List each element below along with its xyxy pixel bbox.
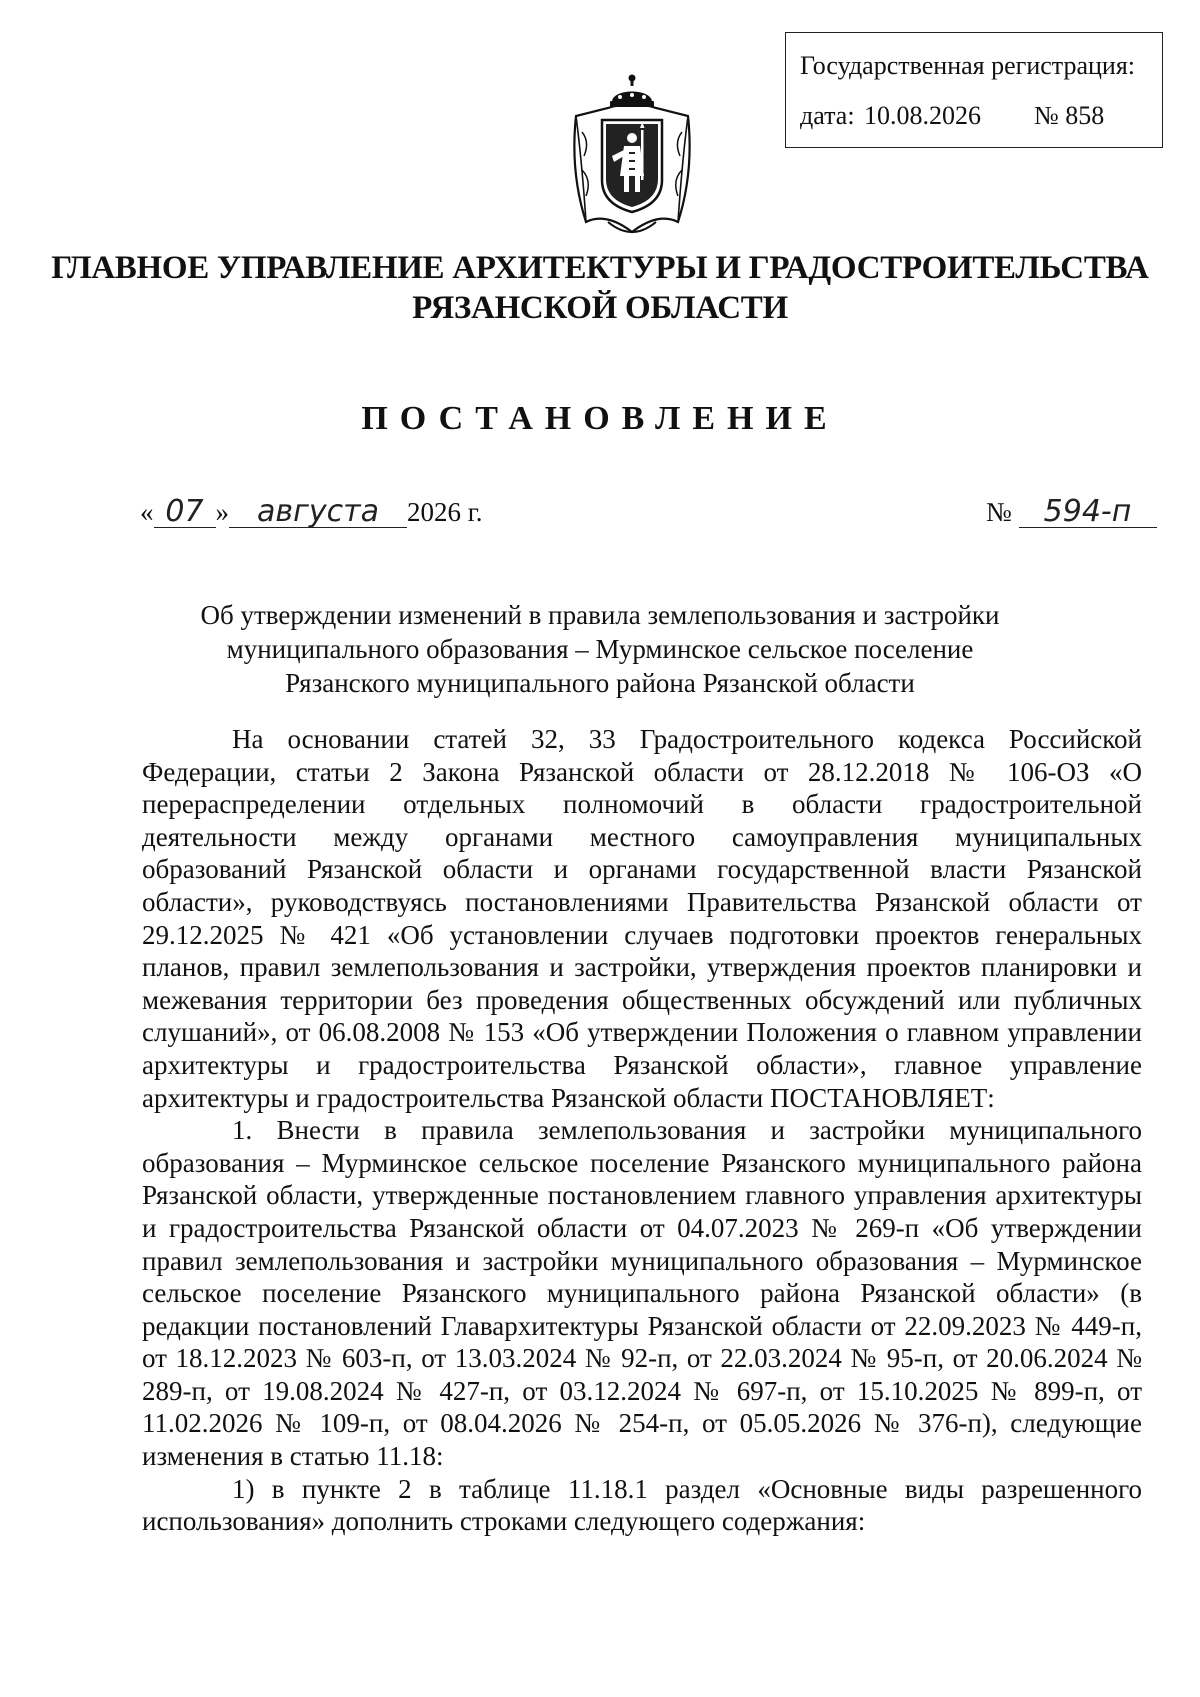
date-day-handwritten: 07 — [154, 497, 216, 528]
registration-number: № 858 — [1034, 101, 1105, 130]
document-date — [140, 494, 483, 529]
document-title-line-2: муниципального образования – Мурминское сельское поселение — [226, 634, 974, 664]
registration-date-label: дата: — [800, 101, 855, 130]
date-close-quote: » — [215, 497, 229, 527]
body-paragraph-preamble: На основании статей 32, 33 Градостроительного кодекса Российской Федерации, статьи 2 Закона Рязанской области от 28.12.2018 № 106-ОЗ «О перераспределении отдельных полномочий в области градостроительной деятельности между органами местного самоуправления муниципальных образований Рязанской области и органами государственной власти Рязанской области», руководствуясь постановлениями Правительства Рязанской области от 29.12.2025 № 421 «Об установлении случаев подготовки проектов генеральных планов, правил землепользования и застройки, утверждения проектов планировки и межевания территории без проведения общественных обсуждений или публичных слушаний», от 06.08.2008 № 153 «Об утверждении Положения о главном управлении архитектуры и градостроительства Рязанской области», главное управление архитектуры и градостроительства Рязанской области ПОСТАНОВЛЯЕТ: — [142, 724, 1142, 1113]
registration-title: Государственная регистрация: — [800, 51, 1136, 80]
document-number-prefix: № — [986, 497, 1012, 527]
document-type-heading: ПОСТАНОВЛЕНИЕ — [361, 400, 839, 437]
body-item-1: 1. Внести в правила землепользования и застройки муниципального образования – Мурминское сельское поселение Рязанского муниципального района Рязанской области, утвержденные постановлением главного управления архитектуры и градостроительства Рязанской области от 04.07.2023 № 269-п «Об утверждении правил землепользования и застройки муниципального образования – Мурминское сельское поселение Рязанского муниципального района Рязанской области» (в редакции постановлений Главархитектуры Рязанской области от 22.09.2023 № 449-п, от 18.12.2023 № 603-п, от 13.03.2024 № 92-п, от 22.03.2024 № 95-п, от 20.06.2024 № 289-п, от 19.08.2024 № 427-п, от 03.12.2024 № 697-п, от 15.10.2025 № 899-п, от 11.02.2026 № 109-п, от 08.04.2026 № 254-п, от 05.05.2026 № 376-п), следующие изменения в статью 11.18: — [142, 1115, 1142, 1472]
date-month-handwritten: августа — [229, 497, 407, 528]
registration-date: 10.08.2026 — [864, 101, 981, 130]
document-title-line-1: Об утверждении изменений в правила землепользования и застройки — [200, 600, 1000, 630]
organization-name-line-2: РЯЗАНСКОЙ ОБЛАСТИ — [412, 290, 788, 326]
organization-name-line-1: ГЛАВНОЕ УПРАВЛЕНИЕ АРХИТЕКТУРЫ И ГРАДОСТРОИТЕЛЬСТВА — [51, 250, 1149, 286]
document-number — [986, 494, 1157, 529]
document-title-line-3: Рязанского муниципального района Рязанской области — [285, 668, 915, 698]
document-number-handwritten: 594-п — [1019, 497, 1157, 528]
document-body — [142, 723, 1142, 1538]
ryazan-coat-of-arms-icon — [568, 72, 696, 240]
registration-stamp — [785, 32, 1163, 148]
body-sub-item-1: 1) в пункте 2 в таблице 11.18.1 раздел «Основные виды разрешенного использования» дополнить строками следующего содержания: — [142, 1473, 1142, 1537]
date-open-quote: « — [140, 497, 154, 527]
date-year: 2026 г. — [407, 497, 483, 527]
